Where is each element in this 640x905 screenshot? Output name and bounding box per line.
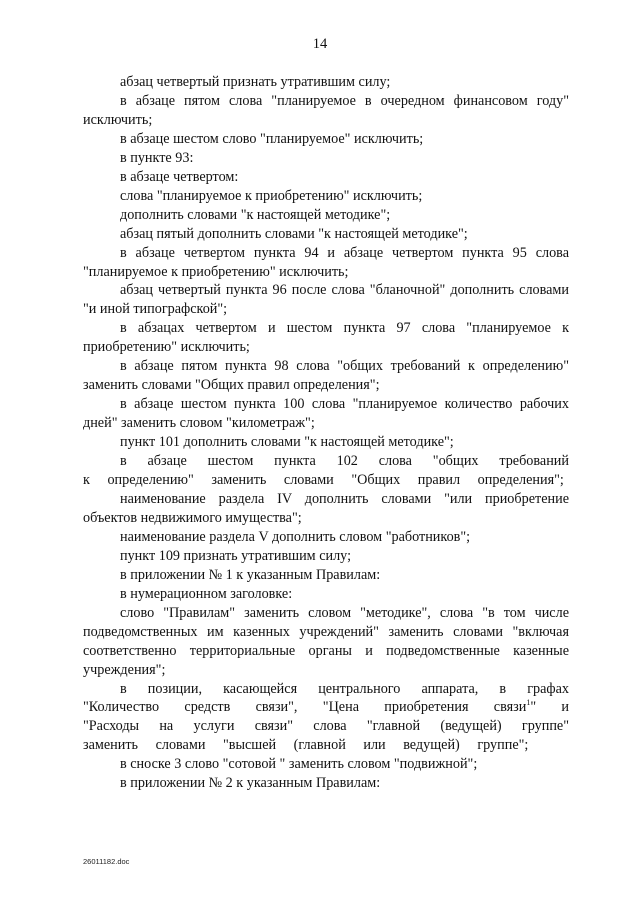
paragraph-23: в сноске 3 слово "сотовой " заменить словом "подвижной"; — [120, 756, 478, 773]
paragraph-16: наименование раздела IV дополнить словами "или приобретение объектов недвижимого имущества"; — [83, 490, 569, 526]
paragraph-22-after: " и "Расходы на услуги связи" слова "главной (ведущей) группе" заменить словами "высшей (главной или ведущей) группе"; — [83, 699, 569, 754]
paragraph-22-before: в позиции, касающейся центрального аппарата, в графах "Количество средств связи", "Цена приобретения связи — [83, 680, 569, 716]
paragraph-22 — [83, 680, 569, 756]
paragraph-20: в нумерационном заголовке: — [120, 585, 293, 602]
paragraph-10: абзац четвертый пункта 96 после слова "бланочной" дополнить словами "и иной типографской"; — [83, 282, 569, 318]
paragraph-8: абзац пятый дополнить словами "к настоящей методике"; — [120, 225, 468, 242]
paragraph-13: в абзаце шестом пункта 100 слова "планируемое количество рабочих дней" заменить словом "километраж"; — [83, 396, 569, 432]
footer-filename: 26011182.doc — [83, 857, 130, 866]
paragraph-15: в абзаце шестом пункта 102 слова "общих требований к определению" заменить словами "Общих правил определения"; — [83, 453, 569, 489]
paragraph-9: в абзаце четвертом пункта 94 и абзаце четвертом пункта 95 слова "планируемое к приобретению" исключить; — [83, 244, 569, 280]
paragraph-5: в абзаце четвертом: — [120, 168, 239, 185]
footnote-marker: 1 — [526, 698, 531, 708]
paragraph-3: в абзаце шестом слово "планируемое" исключить; — [120, 130, 424, 147]
page-number: 14 — [312, 36, 328, 52]
document-body — [83, 73, 569, 793]
paragraph-24: в приложении № 2 к указанным Правилам: — [120, 775, 381, 792]
paragraph-4: в пункте 93: — [120, 149, 194, 166]
paragraph-14: пункт 101 дополнить словами "к настоящей методике"; — [120, 434, 454, 451]
paragraph-17: наименование раздела V дополнить словом "работников"; — [120, 528, 471, 545]
paragraph-12: в абзаце пятом пункта 98 слова "общих требований к определению" заменить словами "Общих правил определения"; — [83, 358, 569, 394]
paragraph-11: в абзацах четвертом и шестом пункта 97 слова "планируемое к приобретению" исключить; — [83, 320, 569, 356]
paragraph-19: в приложении № 1 к указанным Правилам: — [120, 566, 381, 583]
paragraph-1: абзац четвертый признать утратившим силу; — [120, 74, 391, 90]
paragraph-2: в абзаце пятом слова "планируемое в очередном финансовом году" исключить; — [83, 92, 569, 128]
paragraph-6: слова "планируемое к приобретению" исключить; — [120, 187, 423, 204]
paragraph-7: дополнить словами "к настоящей методике"; — [120, 206, 391, 223]
paragraph-21: слово "Правилам" заменить словом "методике", слова "в том числе подведомственных им казенных учреждений" заменить словами "включая соответственно территориальные органы и подведомственные казенные учреждения"; — [83, 604, 569, 678]
paragraph-18: пункт 109 признать утратившим силу; — [120, 547, 352, 564]
